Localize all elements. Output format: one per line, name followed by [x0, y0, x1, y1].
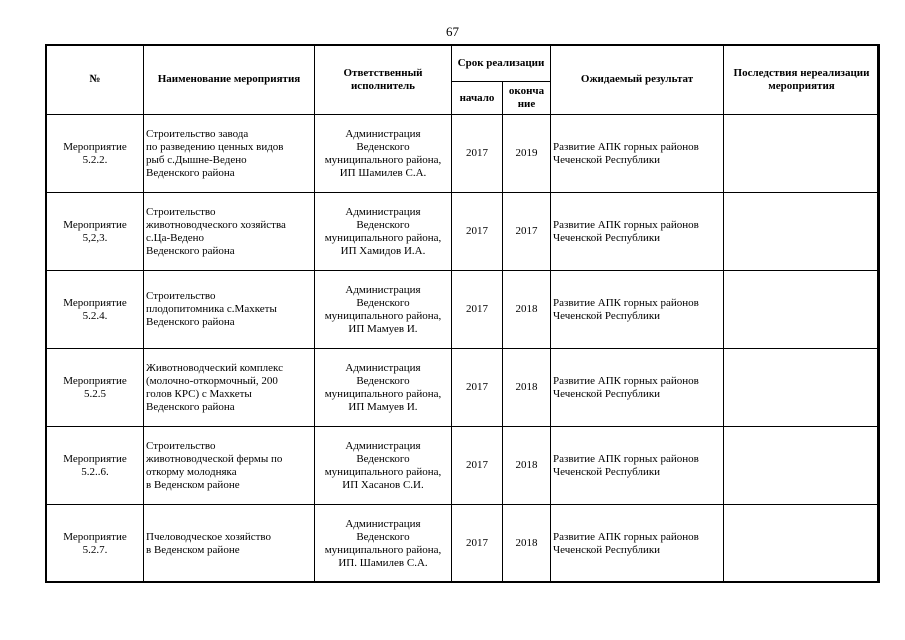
- event-expected-result-line: Чеченской Республики: [553, 387, 661, 400]
- event-expected-result-line: Чеченской Республики: [553, 465, 661, 478]
- event-consequences: [724, 505, 880, 583]
- event-name-line: плодопитомника с.Махкеты: [146, 303, 277, 315]
- header-end: оконча ние: [503, 82, 551, 115]
- event-executor-line: Веденского: [356, 374, 410, 387]
- event-number-line: Мероприятие: [63, 140, 127, 153]
- event-number-line: 5.2.4.: [82, 309, 108, 322]
- event-executor-line: ИП Мамуев И.: [348, 322, 418, 335]
- table-row: [47, 271, 880, 349]
- event-executor-line: Веденского: [356, 452, 410, 465]
- event-name-line: голов КРС) с Махкеты: [146, 387, 252, 400]
- event-expected-result: [551, 115, 724, 193]
- event-end-year: 2019: [503, 115, 551, 193]
- event-executor-line: Администрация: [345, 127, 421, 140]
- event-executor: [315, 505, 452, 583]
- header-term: Срок реализации: [452, 45, 551, 82]
- event-expected-result-line: Развитие АПК горных районов: [553, 374, 699, 387]
- event-number-line: Мероприятие: [63, 452, 127, 465]
- event-start-year: 2017: [452, 115, 503, 193]
- event-end-year: 2018: [503, 349, 551, 427]
- events-table: [46, 44, 880, 583]
- event-executor: [315, 115, 452, 193]
- event-expected-result-line: Чеченской Республики: [553, 309, 661, 322]
- event-expected-result-line: Развитие АПК горных районов: [553, 296, 699, 309]
- event-number-line: 5.2..6.: [81, 465, 109, 478]
- event-expected-result: [551, 193, 724, 271]
- event-executor-line: муниципального района,: [324, 231, 442, 244]
- table-row: [47, 349, 880, 427]
- event-start-year: 2017: [452, 427, 503, 505]
- event-expected-result: [551, 505, 724, 583]
- event-start-year: 2017: [452, 505, 503, 583]
- event-executor-line: муниципального района,: [324, 543, 442, 556]
- event-executor-line: муниципального района,: [324, 465, 442, 478]
- event-name-line: Животноводческий комплекс: [146, 361, 283, 374]
- event-name-line: животноводческой фермы по: [146, 452, 283, 465]
- event-number-line: Мероприятие: [63, 530, 127, 543]
- event-name: [144, 193, 315, 271]
- event-executor-line: Веденского: [356, 530, 410, 543]
- event-consequences: [724, 427, 880, 505]
- event-number-line: 5,2,3.: [82, 231, 108, 244]
- event-executor-line: Администрация: [345, 283, 421, 296]
- event-executor-line: Администрация: [345, 361, 421, 374]
- event-name-line: Веденского района: [146, 244, 235, 257]
- event-name-line: Строительство: [146, 439, 216, 452]
- event-name: [144, 427, 315, 505]
- page-number: 67: [446, 24, 459, 39]
- event-expected-result-line: Развитие АПК горных районов: [553, 452, 699, 465]
- event-executor-line: Администрация: [345, 517, 421, 530]
- event-expected-result: [551, 427, 724, 505]
- event-executor-line: ИП Шамилев С.А.: [339, 166, 427, 179]
- event-executor-line: муниципального района,: [324, 309, 442, 322]
- event-name-line: Строительство: [146, 205, 216, 218]
- event-executor-line: Веденского: [356, 140, 410, 153]
- event-executor: [315, 349, 452, 427]
- event-name-line: с.Ца-Ведено: [146, 231, 205, 244]
- event-executor-line: Администрация: [345, 439, 421, 452]
- event-name-line: Веденского района: [146, 316, 235, 328]
- event-name: [144, 349, 315, 427]
- event-expected-result-line: Чеченской Республики: [553, 543, 661, 556]
- event-name: [144, 271, 315, 349]
- event-executor: [315, 193, 452, 271]
- event-executor-line: ИП Хамидов И.А.: [340, 244, 426, 257]
- event-executor-line: Администрация: [345, 205, 421, 218]
- event-expected-result-line: Развитие АПК горных районов: [553, 140, 699, 153]
- table-row: [47, 115, 880, 193]
- header-event-name: Наименование мероприятия: [144, 45, 315, 115]
- event-name-line: Строительство завода: [146, 127, 249, 140]
- table-row: [47, 427, 880, 505]
- event-name-line: (молочно-откормочный, 200: [146, 374, 278, 387]
- event-executor-line: ИП. Шамилев С.А.: [338, 556, 428, 569]
- header-number: №: [47, 45, 144, 115]
- event-number-line: 5.2.7.: [82, 543, 108, 556]
- event-expected-result: [551, 349, 724, 427]
- header-start: начало: [452, 82, 503, 115]
- event-number-line: Мероприятие: [63, 374, 127, 387]
- event-executor-line: ИП Хасанов С.И.: [342, 478, 424, 491]
- event-expected-result-line: Развитие АПК горных районов: [553, 530, 699, 543]
- event-executor-line: Веденского: [356, 296, 410, 309]
- event-consequences: [724, 349, 880, 427]
- event-number: [47, 115, 144, 193]
- event-name-line: в Веденском районе: [146, 478, 240, 491]
- event-name-line: откорму молодняка: [146, 465, 237, 478]
- event-consequences: [724, 115, 880, 193]
- header-consequences: Последствия нереализации мероприятия: [724, 45, 880, 115]
- header-executor: Ответственный исполнитель: [315, 45, 452, 115]
- event-executor-line: муниципального района,: [324, 153, 442, 166]
- event-executor: [315, 271, 452, 349]
- event-name: [144, 115, 315, 193]
- table-body: [47, 115, 880, 583]
- event-name-line: в Веденском районе: [146, 543, 240, 556]
- event-executor: [315, 427, 452, 505]
- table-row: [47, 193, 880, 271]
- event-executor-line: Веденского: [356, 218, 410, 231]
- event-name-line: Веденского района: [146, 166, 235, 179]
- event-name-line: животноводческого хозяйства: [146, 218, 286, 231]
- event-number-line: Мероприятие: [63, 218, 127, 231]
- event-name-line: по разведению ценных видов: [146, 140, 284, 153]
- event-name-line: Пчеловодческое хозяйство: [146, 530, 272, 543]
- event-number-line: 5.2.5: [84, 387, 106, 400]
- event-end-year: 2018: [503, 505, 551, 583]
- event-start-year: 2017: [452, 271, 503, 349]
- event-number: [47, 427, 144, 505]
- event-number-line: 5.2.2.: [82, 153, 108, 166]
- event-end-year: 2017: [503, 193, 551, 271]
- event-start-year: 2017: [452, 349, 503, 427]
- event-executor-line: муниципального района,: [324, 387, 442, 400]
- event-name-line: Веденского района: [146, 400, 235, 413]
- event-number-line: Мероприятие: [63, 296, 127, 309]
- event-expected-result: [551, 271, 724, 349]
- event-expected-result-line: Чеченской Республики: [553, 231, 661, 244]
- event-name-line: Строительство: [146, 290, 216, 302]
- event-executor-line: ИП Мамуев И.: [348, 400, 418, 413]
- event-expected-result-line: Развитие АПК горных районов: [553, 218, 699, 231]
- event-number: [47, 193, 144, 271]
- event-expected-result-line: Чеченской Республики: [553, 153, 661, 166]
- event-name: [144, 505, 315, 583]
- event-end-year: 2018: [503, 271, 551, 349]
- event-consequences: [724, 271, 880, 349]
- event-number: [47, 271, 144, 349]
- event-consequences: [724, 193, 880, 271]
- event-end-year: 2018: [503, 427, 551, 505]
- header-expected-result: Ожидаемый результат: [551, 45, 724, 115]
- event-number: [47, 505, 144, 583]
- table-row: [47, 505, 880, 583]
- event-start-year: 2017: [452, 193, 503, 271]
- event-name-line: рыб с.Дышне-Ведено: [146, 153, 247, 166]
- event-number: [47, 349, 144, 427]
